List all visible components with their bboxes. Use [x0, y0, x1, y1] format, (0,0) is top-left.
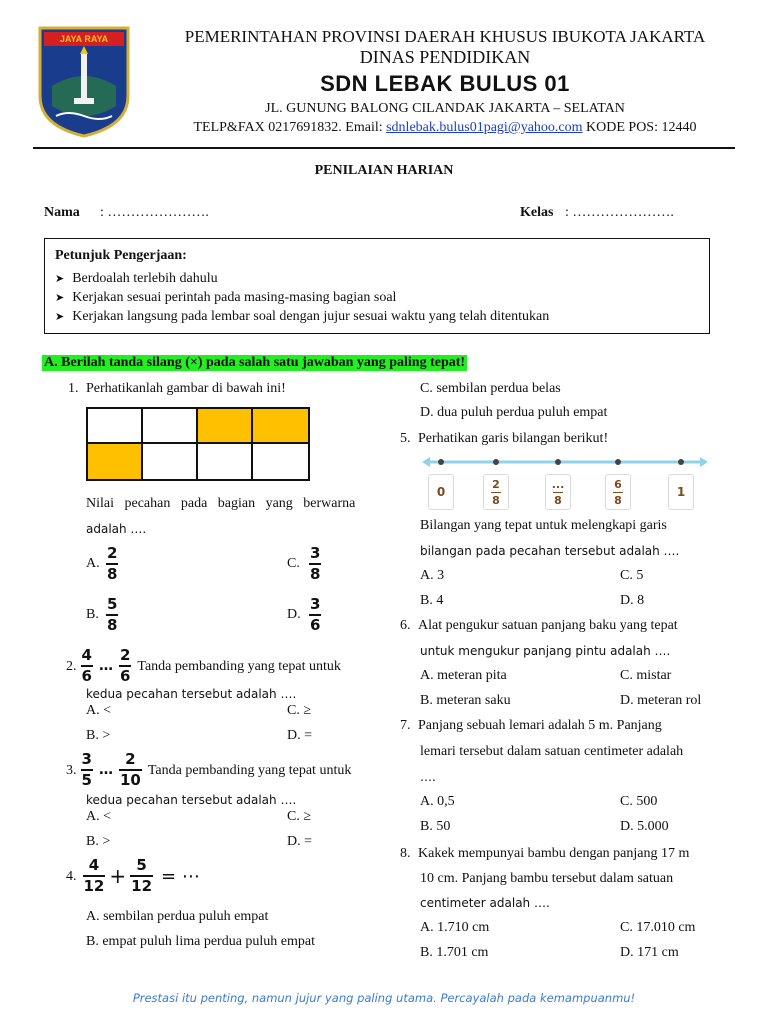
question-text: 10 cm. Panjang bambu tersebut dalam satuan	[420, 871, 674, 886]
number-line-box-0: 0	[428, 474, 454, 510]
grid-cell-shaded	[253, 409, 308, 444]
comparison-dots: …	[98, 657, 113, 674]
question-5	[400, 426, 608, 451]
comparison-dots: …	[98, 761, 113, 778]
equals-sign: = ⋯	[161, 865, 200, 887]
fraction-grid	[86, 407, 310, 481]
contact-text: TELP&FAX 0217691832. Email:	[193, 120, 387, 135]
grid-cell	[198, 444, 253, 479]
email-link[interactable]: sdnlebak.bulus01pagi@yahoo.com	[386, 120, 583, 135]
fraction: $\frac{2}{8}$	[107, 544, 118, 583]
question-text: Tanda pembanding yang tepat untuk	[137, 658, 341, 674]
question-text: ….	[420, 770, 436, 784]
option-b[interactable]: B. 1.701 cm	[420, 945, 489, 960]
question-text: Panjang sebuah lemari adalah 5 m. Panjang	[418, 718, 662, 733]
arrow-bullet-icon: ➤	[55, 273, 65, 285]
fraction: $\frac{3}{8}$	[310, 544, 321, 583]
grid-cell-shaded	[88, 444, 143, 479]
school-contact	[140, 120, 750, 136]
option-a[interactable]: A. meteran pita	[420, 668, 507, 683]
fraction: $\frac{4}{12}$	[83, 856, 105, 895]
option-b[interactable]: B. >	[86, 834, 111, 849]
fraction: $\frac{2}{10}$	[119, 750, 141, 789]
option-c[interactable]: C. 17.010 cm	[620, 920, 696, 935]
question-number: 3.	[66, 762, 77, 778]
number-line-box-6-8: $\frac{6}{8}$	[605, 474, 631, 510]
nama-label: Nama	[44, 205, 80, 220]
question-text: Perhatikan garis bilangan berikut!	[418, 431, 609, 446]
arrow-bullet-icon: ➤	[55, 292, 65, 304]
postal-code: KODE POS: 12440	[582, 120, 697, 135]
option-a[interactable]: A. 3	[420, 568, 445, 583]
question-text: adalah ….	[86, 522, 147, 536]
option-d[interactable]: D. 5.000	[620, 819, 669, 834]
question-text: untuk mengukur panjang pintu adalah ….	[420, 644, 671, 658]
grid-cell-shaded	[198, 409, 253, 444]
option-c[interactable]: C. 5	[620, 568, 644, 583]
option-a[interactable]: A. <	[86, 809, 112, 824]
instruction-item: ➤ Kerjakan sesuai perintah pada masing-masing bagian soal	[55, 290, 397, 305]
question-number: 1.	[68, 381, 79, 396]
question-7	[400, 713, 662, 738]
option-a[interactable]: A. 1.710 cm	[420, 920, 490, 935]
arrow-bullet-icon: ➤	[55, 311, 65, 323]
section-a-heading: A. Berilah tanda silang (×) pada salah satu jawaban yang paling tepat!	[44, 355, 466, 370]
question-number: 6.	[400, 618, 411, 633]
kelas-field[interactable]: : ………………….	[565, 205, 674, 220]
option-c[interactable]: C. $\frac{3}{8}$	[287, 544, 321, 583]
option-d[interactable]: D. =	[287, 834, 313, 849]
school-logo	[38, 26, 130, 138]
option-d[interactable]: D. 8	[620, 593, 645, 608]
option-d[interactable]: D. $\frac{3}{6}$	[287, 595, 321, 634]
option-b[interactable]: B. 50	[420, 819, 451, 834]
plus-sign: +	[109, 863, 127, 888]
school-address: JL. GUNUNG BALONG CILANDAK JAKARTA – SELATAN	[265, 101, 625, 116]
question-text: bilangan pada pecahan tersebut adalah ….	[420, 544, 680, 558]
grid-cell	[143, 444, 198, 479]
option-c[interactable]: C. ≥	[287, 809, 312, 824]
question-text: Bilangan yang tepat untuk melengkapi garis	[420, 518, 667, 533]
grid-cell	[253, 444, 308, 479]
question-text: Nilai pecahan pada bagian yang berwarna	[86, 496, 356, 511]
option-d[interactable]: D. dua puluh perdua puluh empat	[420, 405, 608, 420]
question-1	[68, 376, 286, 401]
question-8	[400, 841, 689, 866]
question-number: 4.	[66, 868, 77, 884]
question-text: kedua pecahan tersebut adalah ….	[86, 687, 297, 701]
question-text: Tanda pembanding yang tepat untuk	[147, 762, 352, 778]
option-d[interactable]: D. 171 cm	[620, 945, 679, 960]
logo-text: JAYA RAYA	[59, 34, 109, 44]
question-2	[66, 648, 341, 684]
kelas-label: Kelas	[520, 205, 554, 220]
footer-motto: Prestasi itu penting, namun jujur yang paling utama. Percayalah pada kemampuanmu!	[132, 991, 636, 1005]
instruction-item: ➤ Kerjakan langsung pada lembar soal dengan jujur sesuai waktu yang telah ditentukan	[55, 309, 550, 324]
instructions-box	[44, 238, 710, 334]
number-line-box-2-8: $\frac{2}{8}$	[483, 474, 509, 510]
fraction: $\frac{5}{12}$	[131, 856, 153, 895]
fraction: $\frac{5}{8}$	[107, 595, 118, 634]
grid-cell	[143, 409, 198, 444]
page-title: PENILAIAN HARIAN	[314, 163, 454, 178]
fraction: $\frac{3}{5}$	[81, 750, 92, 789]
question-text: centimeter adalah ….	[420, 896, 550, 910]
option-c[interactable]: C. sembilan perdua belas	[420, 381, 561, 396]
option-a[interactable]: A. <	[86, 703, 112, 718]
instructions-heading: Petunjuk Pengerjaan:	[55, 248, 187, 263]
number-line	[420, 452, 710, 510]
question-number: 7.	[400, 718, 411, 733]
option-c[interactable]: C. mistar	[620, 668, 672, 683]
option-c[interactable]: C. ≥	[287, 703, 312, 718]
option-d[interactable]: D. meteran rol	[620, 693, 702, 708]
fraction: $\frac{4}{6}$	[81, 646, 92, 685]
option-a[interactable]: A. 0,5	[420, 794, 455, 809]
dept-line: DINAS PENDIDIKAN	[359, 47, 531, 67]
gov-line: PEMERINTAHAN PROVINSI DAERAH KHUSUS IBUKOTA JAKARTA	[184, 27, 706, 46]
instruction-item: ➤ Berdoalah terlebih dahulu	[55, 271, 218, 286]
grid-cell	[88, 409, 143, 444]
option-b[interactable]: B. $\frac{5}{8}$	[86, 595, 118, 634]
number-line-box-blank: $\frac{...}{8}$	[545, 474, 571, 510]
question-text: Alat pengukur satuan panjang baku yang tepat	[418, 618, 678, 633]
question-text: Kakek mempunyai bambu dengan panjang 17 m	[418, 846, 690, 861]
option-d[interactable]: D. =	[287, 728, 313, 743]
fraction: $\frac{2}{6}$	[119, 646, 131, 685]
question-3	[66, 752, 351, 788]
option-b[interactable]: B. meteran saku	[420, 693, 511, 708]
number-line-box-1: 1	[668, 474, 694, 510]
option-b[interactable]: B. empat puluh lima perdua puluh empat	[86, 934, 316, 949]
header-divider	[33, 147, 735, 149]
option-b[interactable]: B. 4	[420, 593, 444, 608]
option-a[interactable]: A. sembilan perdua puluh empat	[86, 909, 269, 924]
option-a[interactable]: A. $\frac{2}{8}$	[86, 544, 118, 583]
question-number: 2.	[66, 658, 77, 674]
nama-field[interactable]: : ………………….	[100, 205, 209, 220]
question-text: lemari tersebut dalam satuan centimeter adalah	[420, 744, 684, 759]
fraction: $\frac{3}{6}$	[310, 595, 321, 634]
question-6	[400, 613, 678, 638]
question-number: 8.	[400, 846, 411, 861]
option-c[interactable]: C. 500	[620, 794, 658, 809]
question-text: Perhatikanlah gambar di bawah ini!	[86, 381, 286, 396]
option-b[interactable]: B. >	[86, 728, 111, 743]
question-text: kedua pecahan tersebut adalah ….	[86, 793, 297, 807]
question-4	[66, 858, 200, 894]
question-number: 5.	[400, 431, 411, 446]
school-name: SDN LEBAK BULUS 01	[320, 71, 570, 96]
